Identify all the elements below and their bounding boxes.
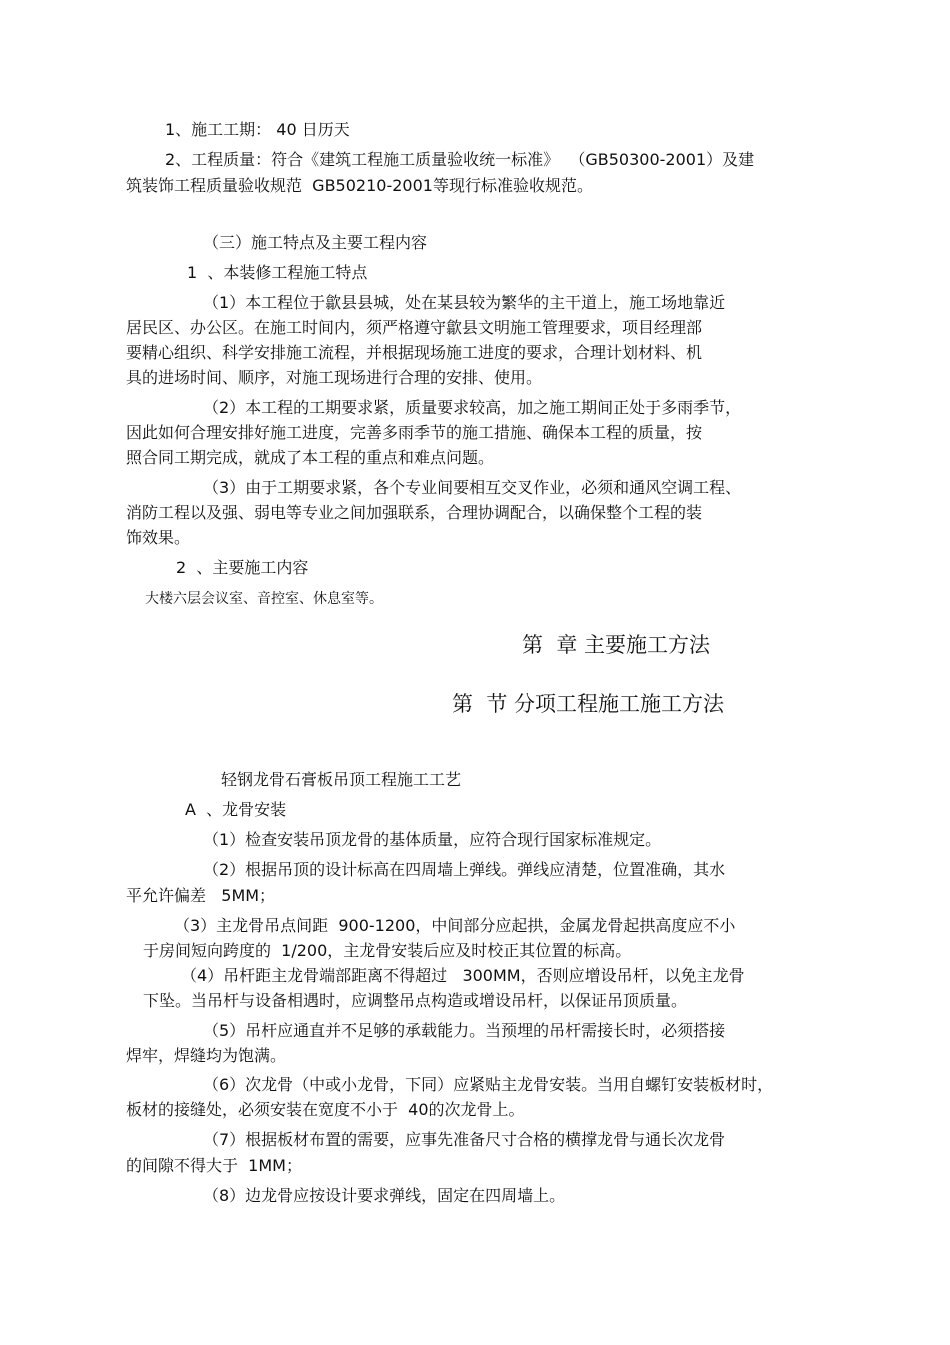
line-12: 照合同工期完成，就成了本工程的重点和难点问题。 — [126, 448, 495, 467]
line-14: 消防工程以及强、弱电等专业之间加强联系，合理协调配合，以确保整个工程的装 — [126, 503, 703, 522]
line-16: 2 、主要施工内容 — [176, 558, 309, 577]
section-heading: 第 节 分项工程施工施工方法 — [452, 692, 725, 716]
line-15: 饰效果。 — [126, 528, 191, 547]
line-3: 筑装饰工程质量验收规范 GB50210-2001等现行标准验收规范。 — [126, 176, 593, 195]
line-20: （1）检查安装吊顶龙骨的基体质量，应符合现行国家标准规定。 — [203, 830, 662, 849]
line-28: 焊牢，焊缝均为饱满。 — [126, 1046, 287, 1065]
line-2: 2、工程质量：符合《建筑工程施工质量验收统一标准》 （GB50300-2001）及建 — [165, 150, 755, 169]
line-26: 下坠。当吊杆与设备相遇时，应调整吊点构造或增设吊杆，以保证吊顶质量。 — [143, 991, 688, 1010]
line-23: （3）主龙骨吊点间距 900-1200，中间部分应起拱，金属龙骨起拱高度应不小 — [174, 916, 736, 935]
line-10: （2）本工程的工期要求紧，质量要求较高，加之施工期间正处于多雨季节， — [203, 398, 742, 417]
line-13: （3）由于工期要求紧，各个专业间要相互交叉作业，必须和通风空调工程、 — [203, 478, 742, 497]
line-6: （1）本工程位于歙县县城，处在某县较为繁华的主干道上，施工场地靠近 — [203, 293, 726, 312]
line-8: 要精心组织、科学安排施工流程，并根据现场施工进度的要求，合理计划材料、机 — [126, 343, 703, 362]
line-27: （5）吊杆应通直并不足够的承载能力。当预埋的吊杆需接长时，必须搭接 — [203, 1021, 726, 1040]
line-19: A 、龙骨安装 — [185, 800, 287, 819]
line-22: 平允许偏差 5MM； — [126, 886, 276, 905]
line-4: （三）施工特点及主要工程内容 — [203, 233, 428, 252]
chapter-heading: 第 章 主要施工方法 — [522, 633, 711, 657]
line-9: 具的进场时间、顺序，对施工现场进行合理的安排、使用。 — [126, 368, 543, 387]
line-21: （2）根据吊顶的设计标高在四周墙上弹线。弹线应清楚，位置准确，其水 — [203, 860, 726, 879]
line-31: （7）根据板材布置的需要，应事先准备尺寸合格的横撑龙骨与通长次龙骨 — [203, 1130, 726, 1149]
line-17: 大楼六层会议室、音控室、休息室等。 — [145, 591, 383, 607]
line-18: 轻钢龙骨石膏板吊顶工程施工工艺 — [221, 770, 462, 789]
line-33: （8）边龙骨应按设计要求弹线，固定在四周墙上。 — [203, 1186, 566, 1205]
line-1: 1、施工工期： 40 日历天 — [165, 120, 350, 139]
line-5: 1 、本装修工程施工特点 — [187, 263, 368, 282]
line-11: 因此如何合理安排好施工进度，完善多雨季节的施工措施、确保本工程的质量，按 — [126, 423, 703, 442]
line-24: 于房间短向跨度的 1/200，主龙骨安装后应及时校正其位置的标高。 — [143, 941, 632, 960]
line-30: 板材的接缝处，必须安装在宽度不小于 40的次龙骨上。 — [126, 1100, 525, 1119]
line-7: 居民区、办公区。在施工时间内，须严格遵守歙县文明施工管理要求，项目经理部 — [126, 318, 703, 337]
line-29: （6）次龙骨（中或小龙骨，下同）应紧贴主龙骨安装。当用自螺钉安装板材时， — [203, 1075, 774, 1094]
line-32: 的间隙不得大于 1MM； — [126, 1156, 302, 1175]
line-25: （4）吊杆距主龙骨端部距离不得超过 300MM，否则应增设吊杆，以免主龙骨 — [181, 966, 745, 985]
